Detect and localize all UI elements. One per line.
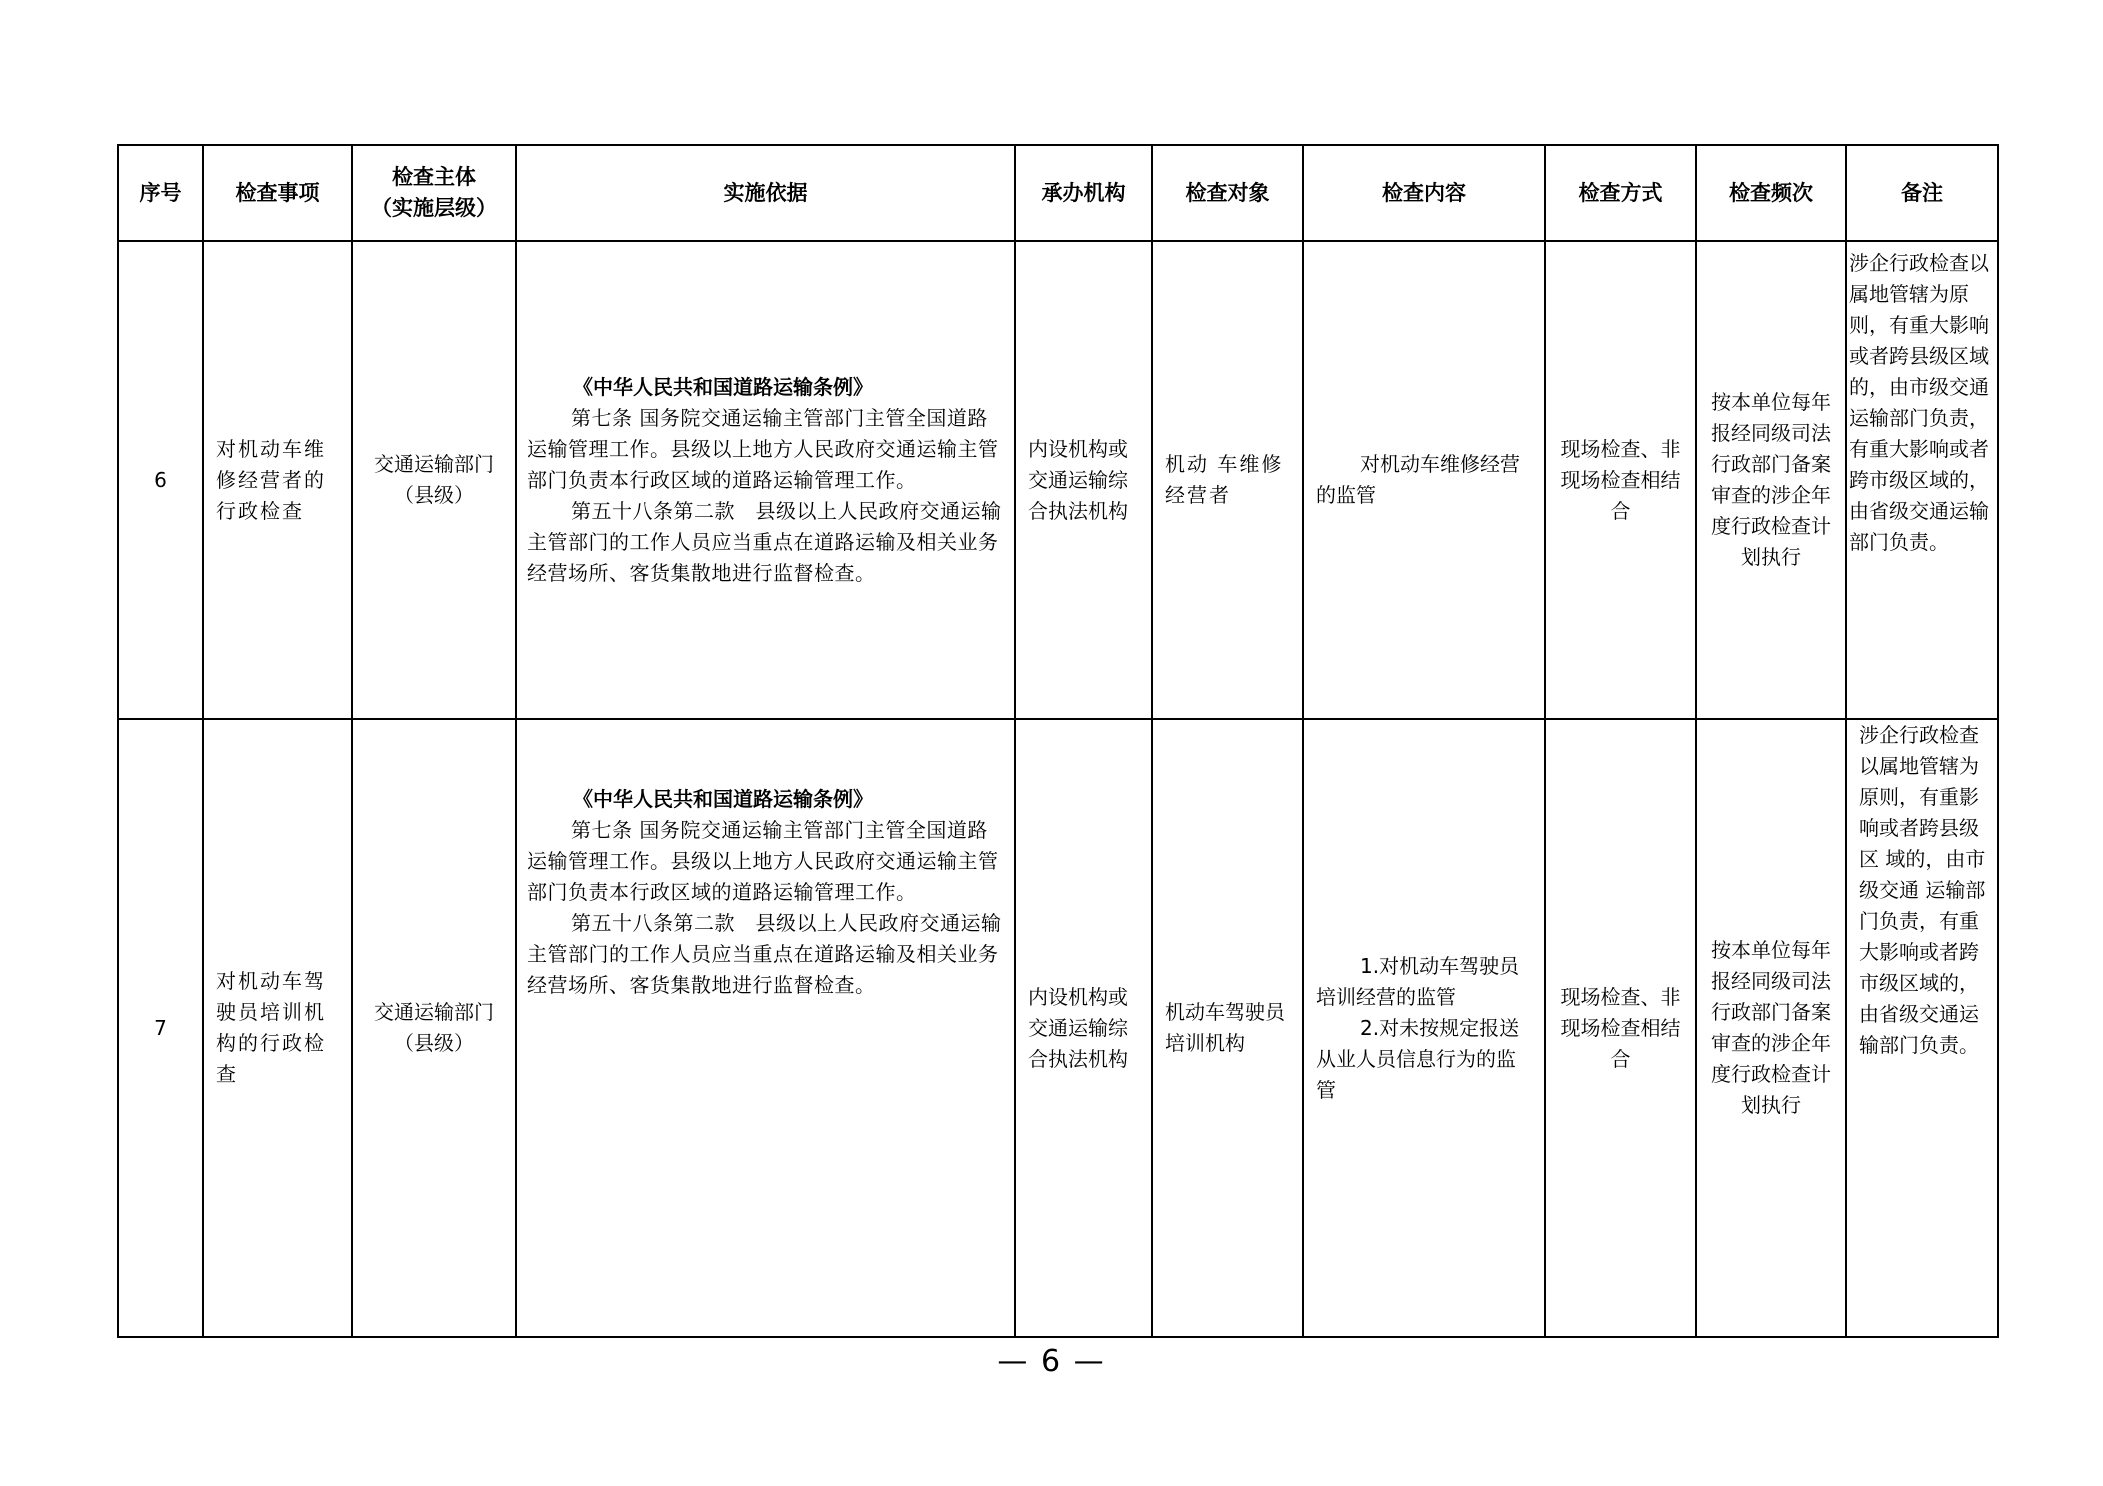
cell-seq: 6 [118,241,203,719]
header-row [118,145,1998,241]
cell-basis [516,719,1015,1337]
basis-article-7: 第七条 国务院交通运输主管部门主管全国道路运输管理工作。县级以上地方人民政府交通运输主管部门负责本行政区域的道路运输管理工作。 [527,405,999,492]
header-frequency: 检查频次 [1696,145,1846,241]
cell-agency: 内设机构或交通运输综合执法机构 [1015,719,1152,1337]
cell-frequency: 按本单位每年报经同级司法行政部门备案审查的涉企年度行政检查计划执行 [1696,719,1846,1337]
cell-target: 机动 车维修经营者 [1152,241,1303,719]
header-content: 检查内容 [1303,145,1545,241]
content-item-1: 1.对机动车驾驶员培训经营的监管 [1316,953,1520,1009]
cell-method: 现场检查、非现场检查相结合 [1545,719,1696,1337]
basis-article-7: 第七条 国务院交通运输主管部门主管全国道路运输管理工作。县级以上地方人民政府交通运输主管部门负责本行政区域的道路运输管理工作。 [527,818,999,904]
basis-law-title: 《中华人民共和国道路运输条例》 [573,374,873,399]
cell-subject: 交通运输部门（县级） [352,719,516,1337]
cell-remarks: 涉企行政检查以属地管辖为原则，有重大影响或者跨县级区域的，由市级交通运输部门负责，有重大影响或者跨市级区域的，由省级交通运输部门负责。 [1846,241,1998,719]
cell-method: 现场检查、非现场检查相结合 [1545,241,1696,719]
cell-basis [516,241,1015,719]
content-item-2: 2.对未按规定报送从业人员信息行为的监管 [1316,1015,1520,1102]
header-method: 检查方式 [1545,145,1696,241]
cell-item: 对机动车驾驶员培训机构的行政检查 [203,719,352,1337]
cell-content [1303,241,1545,719]
header-agency: 承办机构 [1015,145,1152,241]
cell-seq: 7 [118,719,203,1337]
inspection-table [117,144,1999,1338]
header-seq: 序号 [118,145,203,241]
cell-content [1303,719,1545,1337]
header-remarks: 备注 [1846,145,1998,241]
content-item-1: 对机动车维修经营的监管 [1316,452,1520,507]
basis-law-title: 《中华人民共和国道路运输条例》 [573,787,873,811]
header-basis: 实施依据 [516,145,1015,241]
cell-remarks: 涉企行政检查以属地管辖为原则，有重影响或者跨县级区 域的，由市级交通 运输部门负责，有重大影响或者跨市级区域的，由省级交通运输部门负责。 [1846,719,1998,1337]
header-item: 检查事项 [203,145,352,241]
basis-article-58: 第五十八条第二款 县级以上人民政府交通运输主管部门的工作人员应当重点在道路运输及相关业务经营场所、客货集散地进行监督检查。 [527,911,1002,997]
basis-article-58: 第五十八条第二款 县级以上人民政府交通运输主管部门的工作人员应当重点在道路运输及相关业务经营场所、客货集散地进行监督检查。 [527,498,1002,585]
cell-target: 机动车驾驶员培训机构 [1152,719,1303,1337]
table-row [118,719,1998,1337]
header-subject: 检查主体 （实施层级） [352,145,516,241]
cell-frequency: 按本单位每年报经同级司法行政部门备案审查的涉企年度行政检查计划执行 [1696,241,1846,719]
cell-agency: 内设机构或交通运输综合执法机构 [1015,241,1152,719]
cell-item: 对机动车维修经营者的行政检查 [203,241,352,719]
cell-subject: 交通运输部门（县级） [352,241,516,719]
header-target: 检查对象 [1152,145,1303,241]
page-number: — 6 — [997,1344,1106,1379]
table-row [118,241,1998,719]
